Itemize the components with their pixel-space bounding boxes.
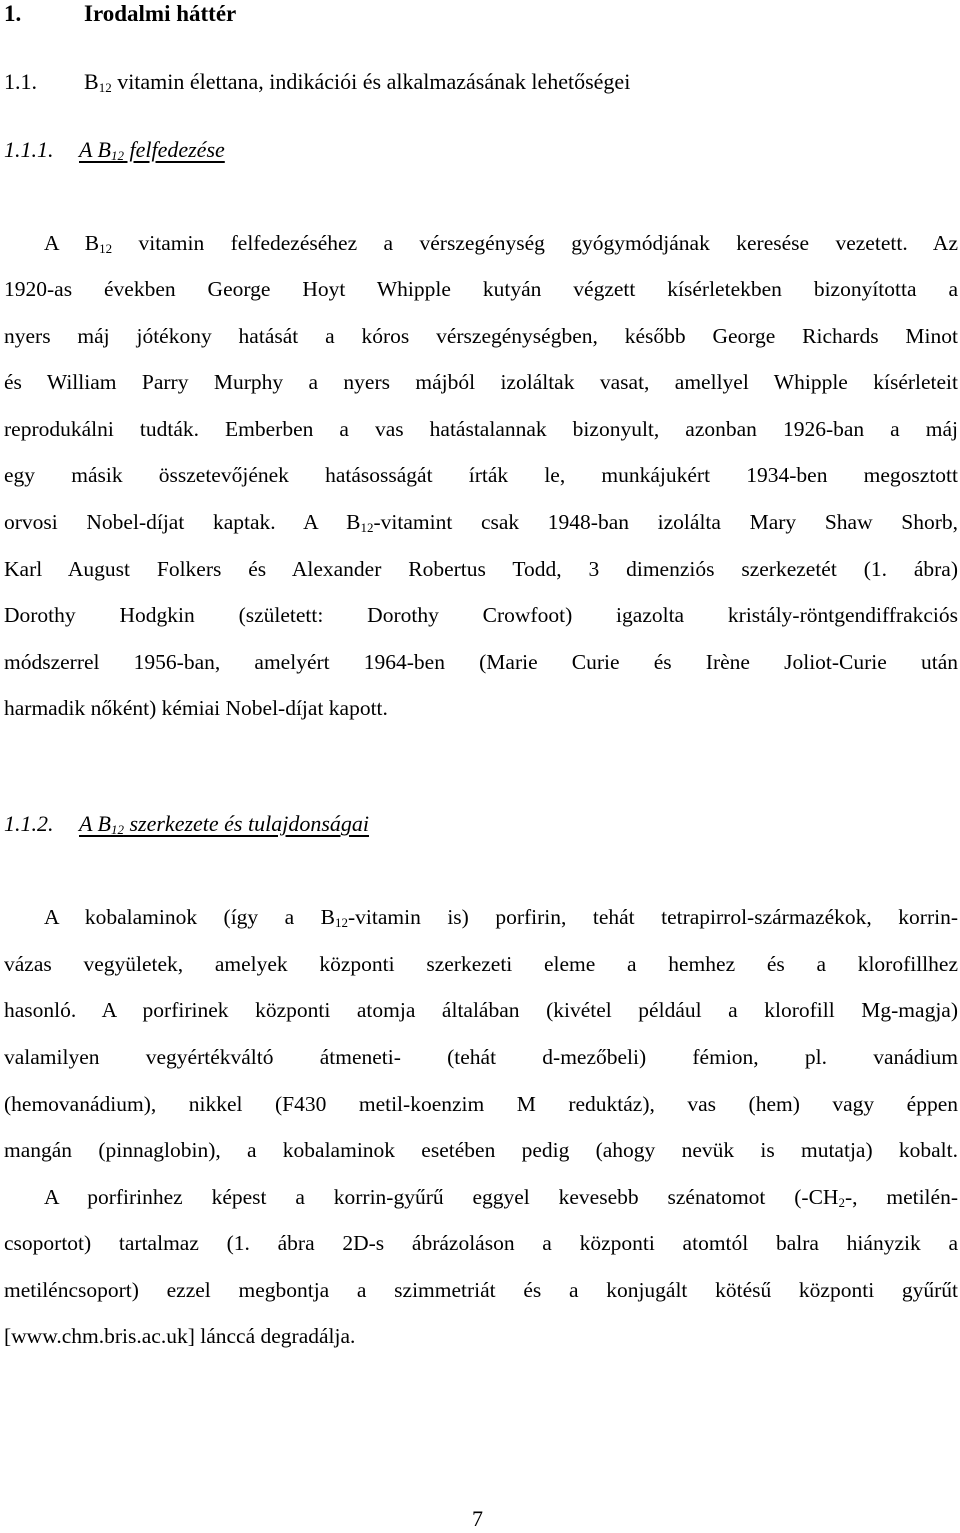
text-line: [www.chm.bris.ac.uk] lánccá degradálja. <box>4 1324 356 1348</box>
text-line: metiléncsoport) ezzel megbontja a szimmetriát és a konjugált kötésű központi gyűrűt <box>4 1278 958 1302</box>
text-line: reprodukálni tudták. Emberben a vas hatástalannak bizonyult, azonban 1926-ban a máj <box>4 417 958 441</box>
text-line: módszerrel 1956-ban, amelyért 1964-ben (Marie Curie és Irène Joliot-Curie után <box>4 650 958 674</box>
text-line: csoportot) tartalmaz (1. ábra 2D-s ábrázoláson a központi atomtól balra hiányzik a <box>4 1231 958 1255</box>
text-line: és William Parry Murphy a nyers májból izoláltak vasat, amellyel Whipple kísérleteit <box>4 370 958 394</box>
subsection-heading-discovery <box>4 136 958 164</box>
chapter-heading <box>4 0 958 28</box>
text-line: harmadik nőként) kémiai Nobel-díjat kapott. <box>4 696 388 720</box>
text-line: 1920-as években George Hoyt Whipple kutyán végzett kísérletekben bizonyította a <box>4 277 958 301</box>
page-number: 7 <box>472 1506 483 1531</box>
text-line: nyers máj jótékony hatását a kóros vérszegénységben, később George Richards Minot <box>4 324 958 348</box>
subsection-title: A $B_{12}$ szerkezete és tulajdonságai <box>79 811 370 837</box>
text-line: egy másik összetevőjének hatásosságát írták le, munkájukért 1934-ben megosztott <box>4 463 958 487</box>
text-line: vázas vegyületek, amelyek központi szerkezeti eleme a hemhez és a klorofillhez <box>4 952 958 976</box>
text-line: A $B_{12}$ vitamin felfedezéséhez a vérszegénység gyógymódjának keresése vezetett. Az <box>44 231 958 256</box>
text-line: hasonló. A porfirinek központi atomja általában (kivétel például a klorofill Mg-magja) <box>4 998 958 1022</box>
text-line: Dorothy Hodgkin (született: Dorothy Crowfoot) igazolta kristály-röntgendiffrakciós <box>4 603 958 627</box>
section-number: 1.1. <box>4 69 37 94</box>
subsection-number: 1.1.2. <box>4 811 54 836</box>
subsection-number: 1.1.1. <box>4 137 54 162</box>
chapter-title: Irodalmi háttér <box>84 1 237 26</box>
text-line: (hemovanádium), nikkel (F430 metil-koenzim M reduktáz), vas (hem) vagy éppen <box>4 1092 958 1116</box>
subsection-heading-structure <box>4 810 958 838</box>
text-line: mangán (pinnaglobin), a kobalaminok esetében pedig (ahogy nevük is mutatja) kobalt. <box>4 1138 958 1162</box>
subsection-title: A $B_{12}$ felfedezése <box>79 137 225 163</box>
section-heading: 1.1. $B_{12}$ vitamin élettana, indikációi és alkalmazásának lehetőségei <box>4 69 631 95</box>
text-line: Karl August Folkers és Alexander Robertus Todd, 3 dimenziós szerkezetét (1. ábra) <box>4 557 958 581</box>
text-line: A porfirinhez képest a korrin-gyűrű eggyel kevesebb szénatomot ($-CH_2-$, metilén- <box>44 1185 958 1210</box>
text-line: valamilyen vegyértékváltó átmeneti- (tehát d-mezőbeli) fémion, pl. vanádium <box>4 1045 958 1069</box>
text-line: orvosi Nobel-díjat kaptak. A $B_{12}$-vitamint csak 1948-ban izolálta Mary Shaw Shorb, <box>4 510 958 535</box>
chapter-number: 1. <box>4 1 22 26</box>
text-line: A kobalaminok (így a $B_{12}$-vitamin is) porfirin, tehát tetrapirrol-származékok, korrin- <box>44 905 958 930</box>
